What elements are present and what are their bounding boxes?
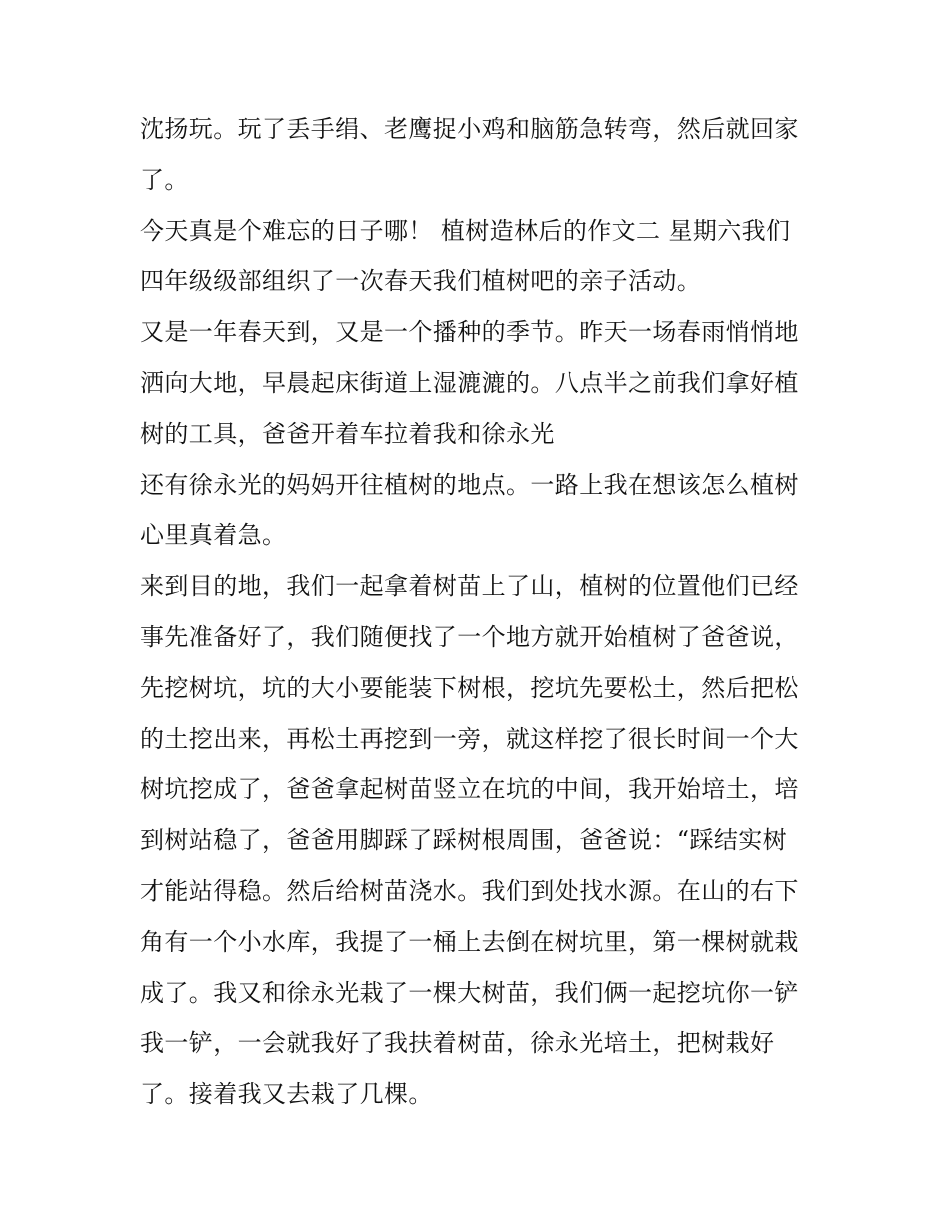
- text-line-8: 还有徐永光的妈妈开往植树的地点。一路上我在想该怎么植树: [140, 470, 799, 499]
- text-line-16: 才能站得稳。然后给树苗浇水。我们到处找水源。在山的右下: [140, 876, 799, 905]
- text-line-7: 树的工具，爸爸开着车拉着我和徐永光: [140, 419, 555, 448]
- essay-body: [140, 104, 820, 1120]
- text-line-20: 了。接着我又去栽了几棵。: [140, 1080, 433, 1109]
- text-line-15: 到树站稳了，爸爸用脚踩了踩树根周围，爸爸说：“踩结实树: [140, 826, 788, 855]
- text-line-4: 四年级级部组织了一次春天我们植树吧的亲子活动。: [140, 267, 702, 296]
- text-line-9: 心里真着急。: [140, 521, 287, 550]
- text-line-1: 沈扬玩。玩了丢手绢、老鹰捉小鸡和脑筋急转弯，然后就回家: [140, 115, 799, 143]
- text-line-12: 先挖树坑，坑的大小要能装下树根，挖坑先要松土，然后把松: [140, 673, 799, 702]
- text-line-17: 角有一个小水库，我提了一桶上去倒在树坑里，第一棵树就栽: [140, 927, 799, 956]
- text-line-3: 今天真是个难忘的日子哪！ 植树造林后的作文二 星期六我们: [140, 216, 791, 245]
- text-line-10: 来到目的地，我们一起拿着树苗上了山，植树的位置他们已经: [140, 572, 799, 601]
- text-line-18: 成了。我又和徐永光栽了一棵大树苗，我们俩一起挖坑你一铲: [140, 978, 799, 1007]
- text-line-5: 又是一年春天到，又是一个播种的季节。昨天一场春雨悄悄地: [140, 318, 799, 347]
- text-line-6: 洒向大地，早晨起床街道上湿漉漉的。八点半之前我们拿好植: [140, 368, 799, 397]
- text-line-19: 我一铲，一会就我好了我扶着树苗，徐永光培土，把树栽好: [140, 1029, 775, 1058]
- text-line-2: 了。: [140, 165, 189, 194]
- text-line-13: 的土挖出来，再松土再挖到一旁，就这样挖了很长时间一个大: [140, 724, 799, 753]
- text-line-11: 事先准备好了，我们随便找了一个地方就开始植树了爸爸说，: [140, 622, 799, 651]
- text-line-14: 树坑挖成了，爸爸拿起树苗竖立在坑的中间，我开始培土，培: [140, 775, 799, 804]
